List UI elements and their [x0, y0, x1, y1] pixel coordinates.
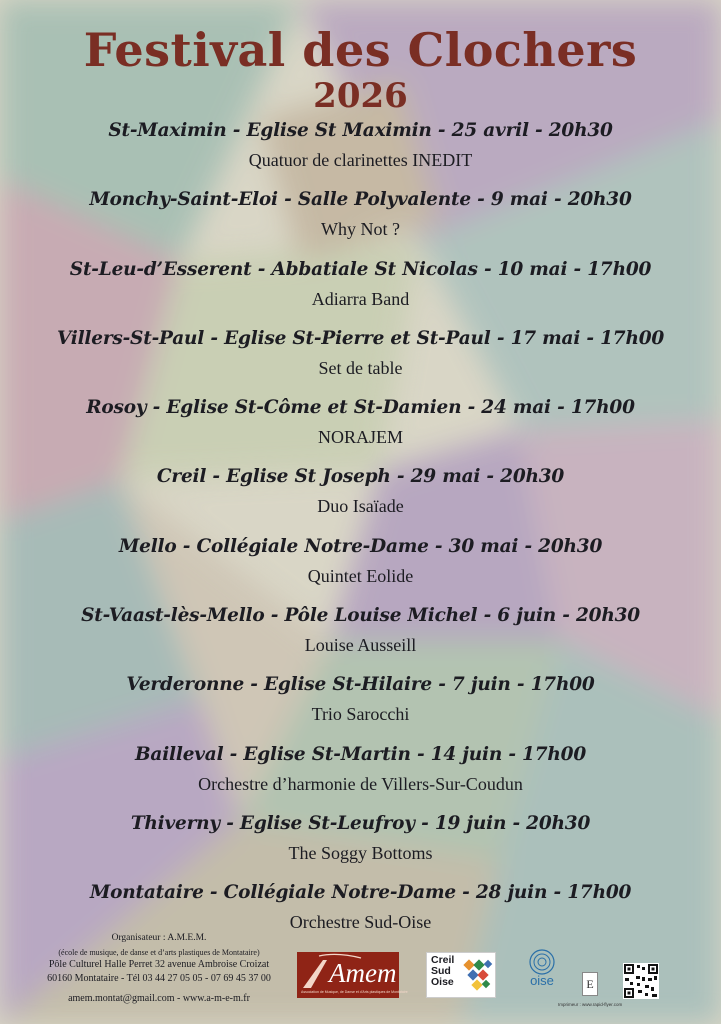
festival-year: 2026: [313, 76, 408, 116]
amem-logo-subtitle: Association de Musique, de Danse et d'Arts plastiques de Montataire: [301, 990, 408, 994]
event-artist: Orchestre Sud-Oise: [289, 912, 432, 933]
organizer-address: Pôle Culturel Halle Perret 32 avenue Ambroise Croizat: [48, 959, 270, 970]
event-item: [0, 742, 721, 811]
event-artist: Orchestre d’harmonie de Villers-Sur-Coudun: [198, 773, 523, 794]
event-item: [0, 118, 721, 187]
event-headline: Verderonne - Eglise St-Hilaire - 7 juin - 17h00: [126, 674, 595, 696]
creil-sud-oise-logo: [426, 952, 496, 998]
event-list: [0, 118, 721, 950]
e-mark-logo: E: [582, 972, 598, 996]
event-headline: Villers-St-Paul - Eglise St-Pierre et St-Paul - 17 mai - 17h00: [56, 327, 665, 349]
event-headline: Monchy-Saint-Eloi - Salle Polyvalente - 9 mai - 20h30: [89, 189, 632, 211]
creil-mosaic-icon: [463, 959, 493, 991]
event-headline: Bailleval - Eglise St-Martin - 14 juin - 17h00: [134, 743, 586, 765]
amem-logo-text: Amem: [329, 958, 397, 988]
printer-credit: Imprimeur : www.rapid-flyer.com: [558, 1002, 623, 1007]
event-artist: The Soggy Bottoms: [288, 842, 433, 863]
event-item: [0, 326, 721, 395]
event-headline: Thiverny - Eglise St-Leufroy - 19 juin - 20h30: [130, 812, 591, 834]
event-headline: St-Vaast-lès-Mello - Pôle Louise Michel - 6 juin - 20h30: [81, 605, 640, 627]
organizer-info: [20, 932, 298, 1006]
event-headline: St-Leu-d’Esserent - Abbatiale St Nicolas - 10 mai - 17h00: [69, 258, 652, 280]
creil-logo-line: Oise: [431, 976, 454, 988]
event-headline: Creil - Eglise St Joseph - 29 mai - 20h30: [156, 466, 565, 488]
event-artist: Quintet Eolide: [307, 565, 414, 586]
qr-code[interactable]: [623, 963, 659, 999]
event-artist: Why Not ?: [321, 219, 400, 240]
event-headline: St-Maximin - Eglise St Maximin - 25 avril - 20h30: [108, 120, 613, 141]
event-item: [0, 395, 721, 464]
event-headline: Mello - Collégiale Notre-Dame - 30 mai - 20h30: [118, 535, 603, 557]
event-artist: Louise Ausseill: [304, 635, 417, 656]
event-headline: Montataire - Collégiale Notre-Dame - 28 juin - 17h00: [89, 882, 632, 904]
event-artist: Trio Sarocchi: [311, 704, 410, 725]
event-item: [0, 257, 721, 326]
creil-logo-line: Sud: [431, 965, 451, 977]
event-item: [0, 603, 721, 672]
event-headline: Rosoy - Eglise St-Côme et St-Damien - 24 mai - 17h00: [86, 397, 635, 419]
organizer-contact: amem.montat@gmail.com - www.a-m-e-m.fr: [68, 993, 250, 1004]
event-item: [0, 187, 721, 256]
event-artist: NORAJEM: [317, 427, 403, 448]
amem-logo: [297, 952, 408, 998]
event-item: [0, 811, 721, 880]
festival-title: Festival des Clochers: [83, 23, 638, 77]
event-artist: Adiarra Band: [311, 288, 410, 309]
event-artist: Duo Isaïade: [317, 496, 404, 517]
oise-department-logo: [520, 948, 564, 1000]
event-item: [0, 672, 721, 741]
creil-logo-line: Creil: [431, 954, 455, 966]
event-item: [0, 534, 721, 603]
event-artist: Set de table: [318, 357, 403, 378]
organizer-label: Organisateur : A.M.E.M.: [111, 933, 207, 943]
oise-logo-text: oise: [530, 973, 554, 988]
event-artist: Quatuor de clarinettes INEDIT: [248, 150, 473, 170]
organizer-phone: 60160 Montataire - Tél 03 44 27 05 05 - 07 69 45 37 00: [47, 973, 271, 984]
event-item: [0, 464, 721, 533]
organizer-school: (école de musique, de danse et d’arts plastiques de Montataire): [58, 948, 260, 957]
